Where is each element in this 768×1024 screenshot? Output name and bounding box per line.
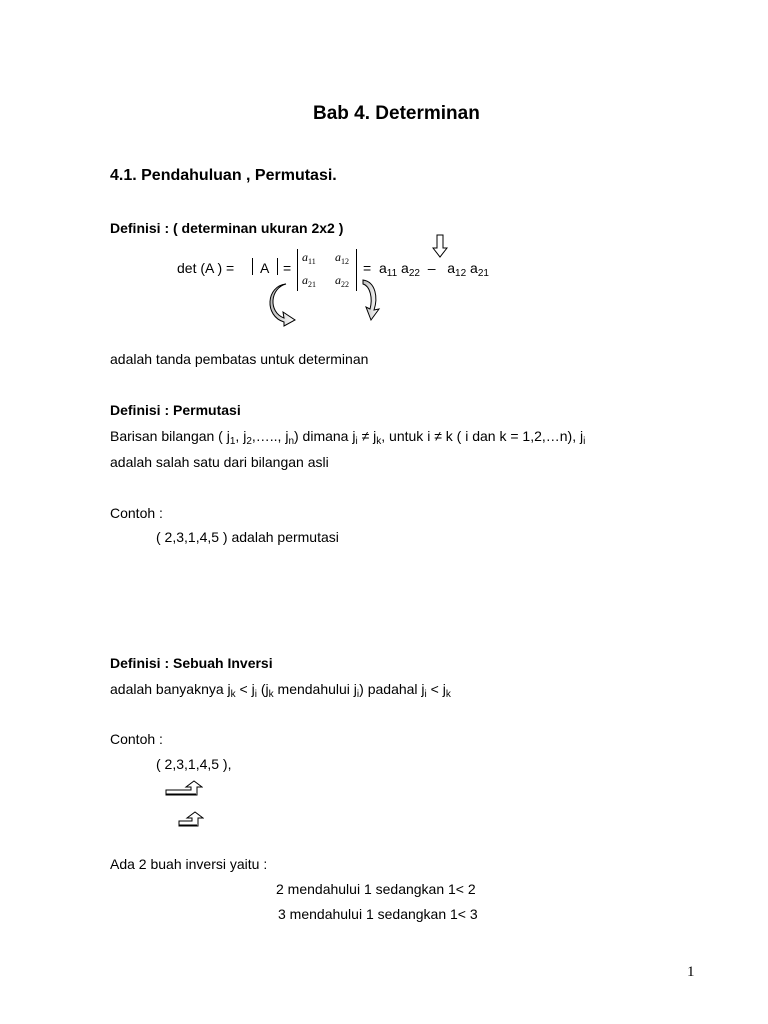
det-a: A [260, 260, 270, 276]
permutation-example-label: Contoh : [110, 505, 163, 521]
det-lhs: det (A ) = [177, 260, 235, 276]
down-arrow-icon [432, 234, 448, 258]
matrix-entry-a11: $a_{11}$ [302, 250, 316, 266]
abs-bar-right [277, 258, 278, 275]
inversion-arrow-2-icon [178, 811, 204, 827]
matrix-entry-a22: $a_{22}$ [335, 273, 349, 289]
permutation-example-value: ( 2,3,1,4,5 ) adalah permutasi [156, 529, 339, 545]
inversion-arrow-1-icon [165, 780, 203, 796]
abs-bar-left [252, 258, 253, 275]
inversion-item-1: 2 mendahului 1 sedangkan 1< 2 [276, 881, 476, 897]
definition-determinant-heading: Definisi : ( determinan ukuran 2x2 ) [110, 220, 344, 236]
inversion-definition: adalah banyaknya $j_k < j_i$ ($j_k$ mendahului $j_i$) padahal $j_i < j_k$ [110, 681, 451, 700]
section-heading: 4.1. Pendahuluan , Permutasi. [110, 167, 337, 184]
inversion-example-value: ( 2,3,1,4,5 ), [156, 756, 232, 772]
inversion-summary: Ada 2 buah inversi yaitu : [110, 856, 268, 872]
matrix-entry-a12: $a_{12}$ [335, 250, 349, 266]
inversion-example-label: Contoh : [110, 731, 163, 747]
page-number: 1 [687, 964, 695, 980]
inversion-item-2: 3 mendahului 1 sedangkan 1< 3 [278, 906, 478, 922]
matrix-bar-right [356, 249, 357, 291]
permutation-definition-line1: Barisan bilangan ( $j_1$, $j_2,\dots$.., $j_n$) dimana $j_i \ne j_k$, untuk i ≠ k ( i dan k = 1,2,…n), $j_i$ [110, 428, 586, 447]
matrix-entry-a21: $a_{21}$ [302, 273, 316, 289]
determinant-note: adalah tanda pembatas untuk determinan [110, 351, 369, 367]
curved-arrow-left-icon [266, 282, 298, 328]
rhs-formula: = $a_{11}$ $a_{22}$ – $a_{12}$ $a_{21}$ [363, 260, 489, 279]
chapter-title: Bab 4. Determinan [313, 103, 480, 124]
permutation-definition-line2: adalah salah satu dari bilangan asli [110, 454, 329, 470]
det-equals: = [283, 260, 292, 276]
curved-arrow-right-icon [360, 278, 382, 322]
definition-inversion-heading: Definisi : Sebuah Inversi [110, 655, 273, 671]
definition-permutation-heading: Definisi : Permutasi [110, 402, 241, 418]
